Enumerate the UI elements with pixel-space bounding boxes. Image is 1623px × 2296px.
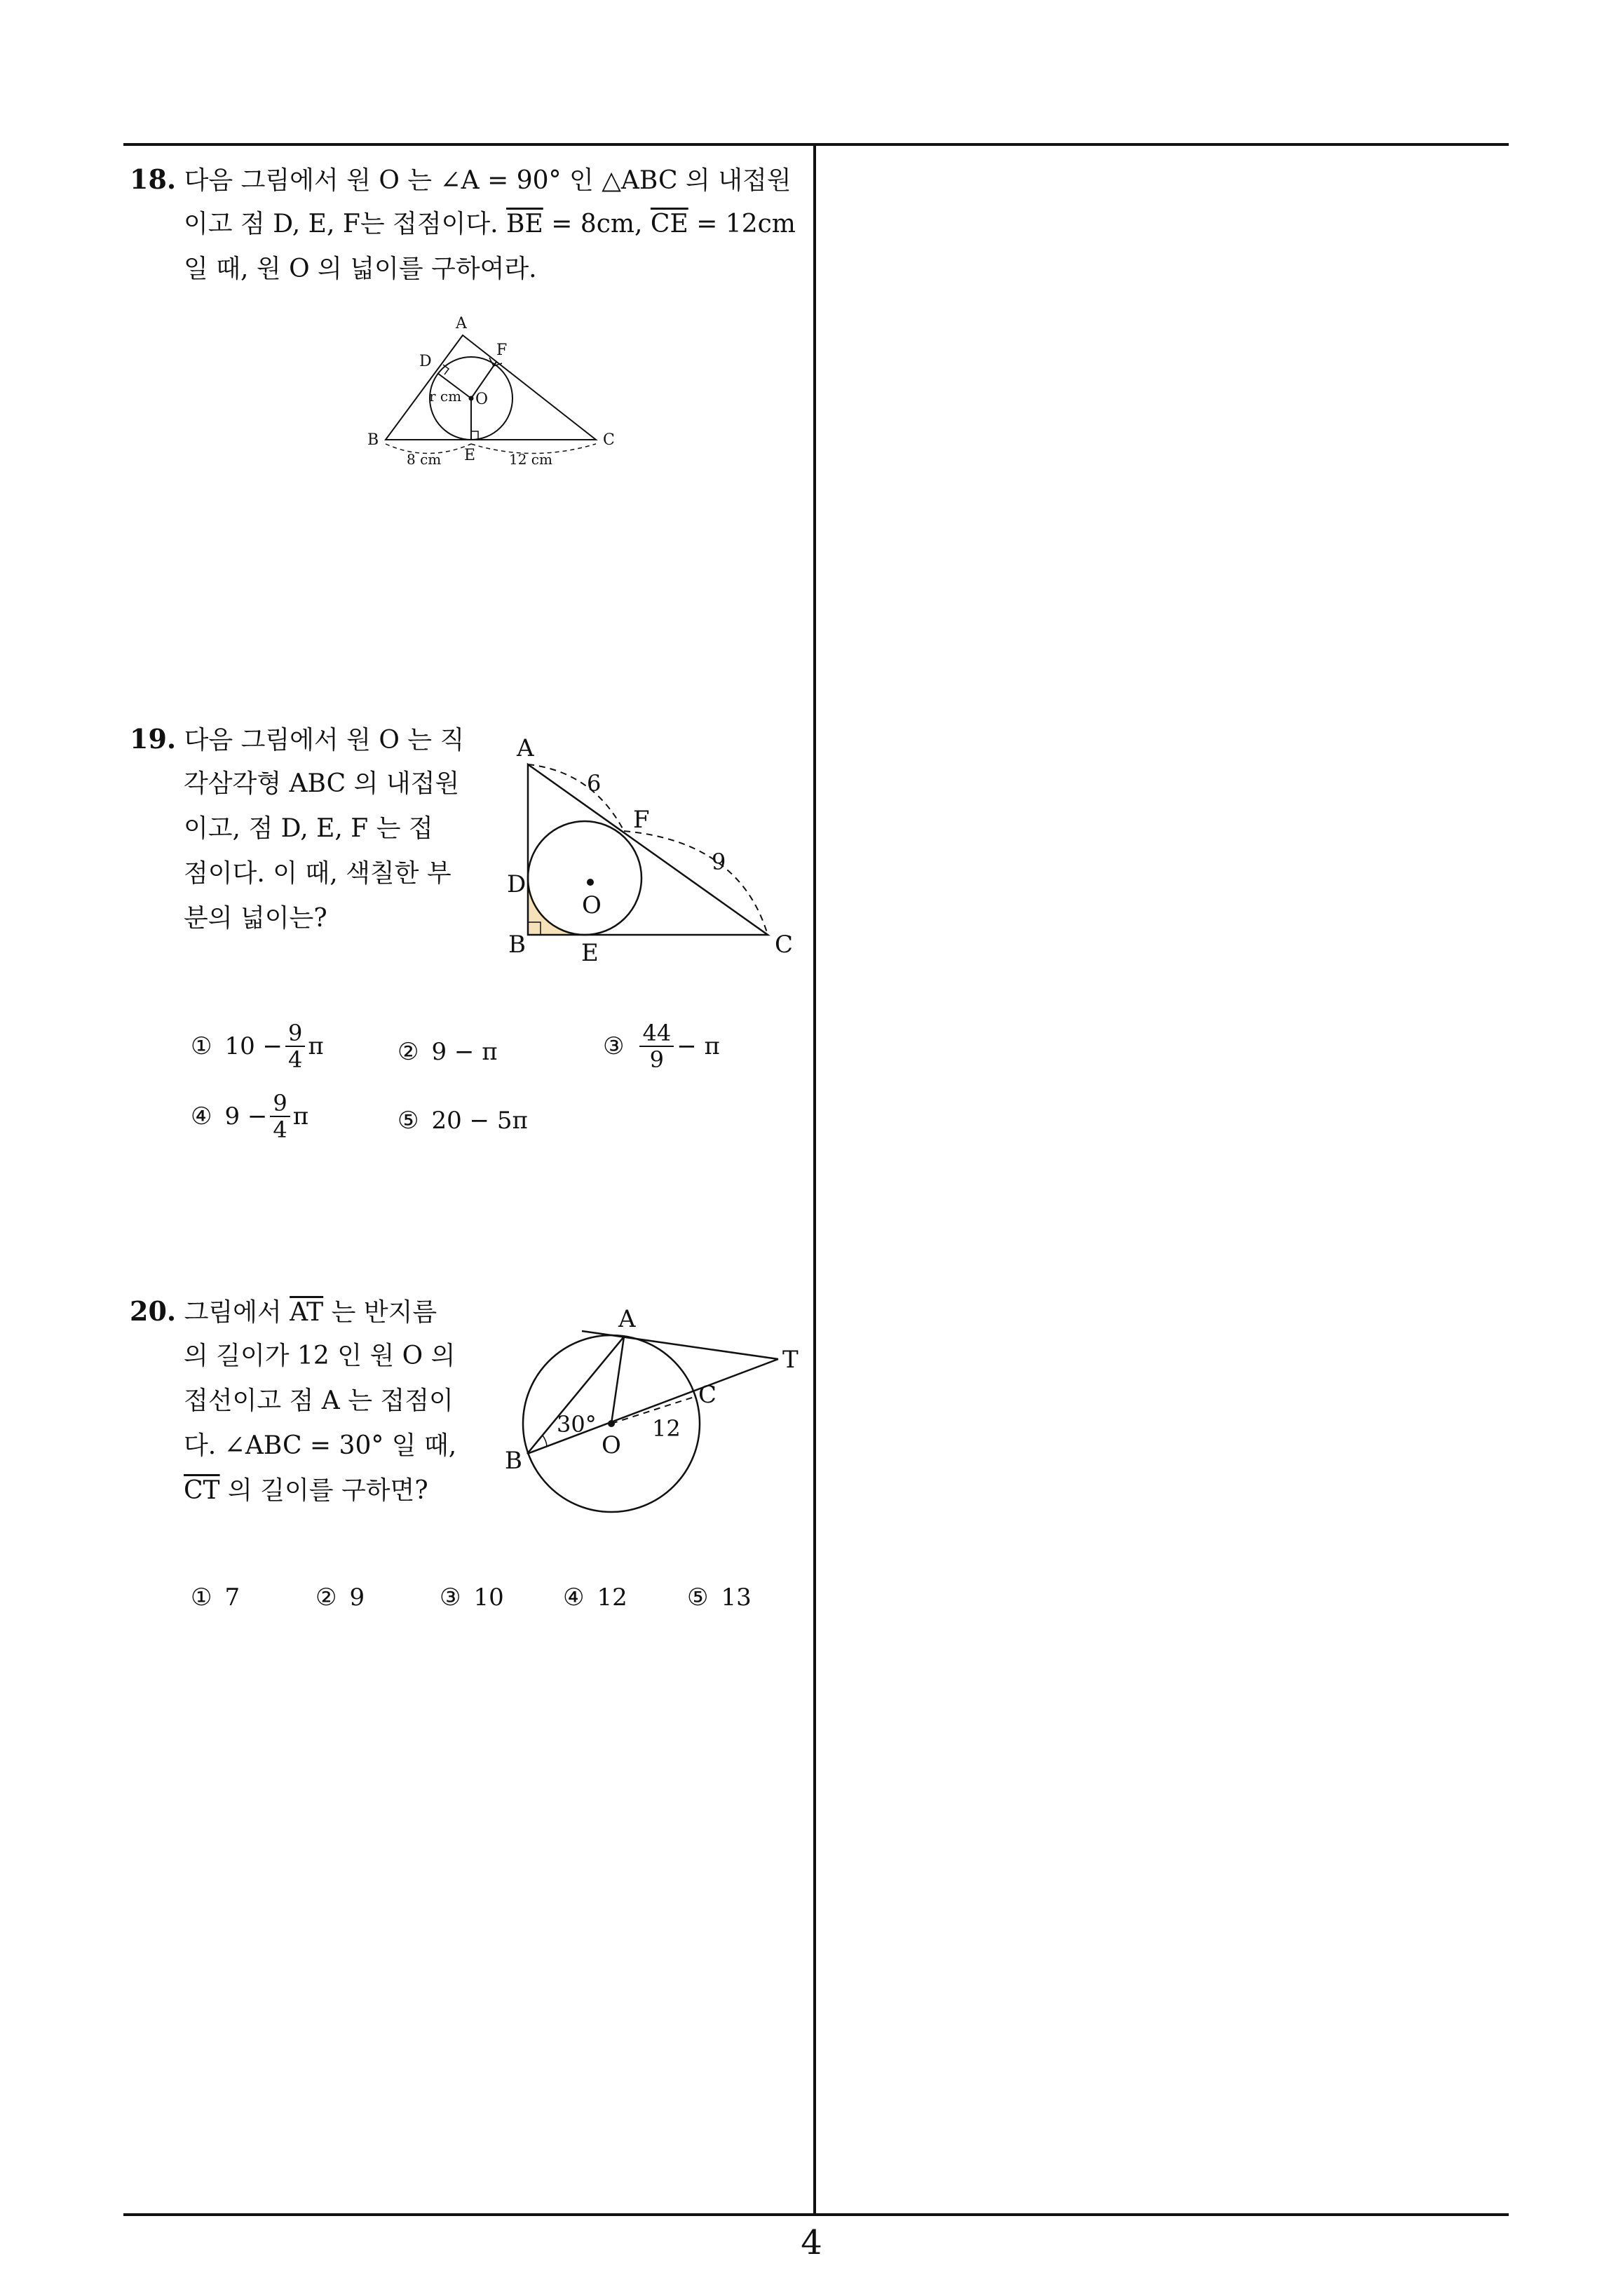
vertex-label-c: C [775, 931, 794, 959]
triangle-abc [528, 764, 768, 935]
point-label-d: D [419, 353, 432, 370]
numerator: 9 [285, 1020, 305, 1047]
point-label-f: F [496, 342, 508, 359]
equation-be: = 8cm, [543, 210, 651, 238]
choice-mark: ④ [191, 1102, 212, 1130]
choice-1[interactable] [191, 1020, 324, 1072]
choice-2[interactable] [315, 1583, 365, 1612]
point-label-f: F [633, 806, 650, 834]
problem-18-figure [365, 316, 631, 477]
problem-18-line-3 [184, 254, 537, 285]
denominator: 4 [288, 1046, 303, 1073]
choice-text: 12 [597, 1583, 627, 1612]
point-label-e: E [581, 939, 599, 967]
choice-mark: ③ [440, 1583, 461, 1612]
vertex-label-b: B [505, 1447, 522, 1475]
choice-1[interactable] [191, 1583, 240, 1612]
problem-19-line-1 [130, 724, 464, 756]
triangle-abc [386, 335, 596, 440]
problem-text: 그림에서 [184, 1298, 290, 1327]
vertex-label-a: A [456, 315, 467, 332]
radius-label: 12 [652, 1415, 681, 1442]
ce-length-label: 12 cm [509, 451, 552, 468]
vertex-label-c: C [698, 1381, 717, 1409]
problem-text: 의 길이를 구하면? [219, 1476, 428, 1505]
column-divider [813, 144, 816, 2215]
segment-ct: $\overline{CT}$ [184, 1476, 220, 1505]
vertex-label-c: C [603, 431, 615, 449]
choice-4[interactable] [563, 1583, 627, 1612]
problem-text: 다. ∠ABC = 30° 일 때, [184, 1431, 457, 1460]
problem-text: 이고 점 D, E, F는 접점이다. [184, 210, 498, 238]
vertex-label-b: B [367, 431, 379, 449]
choice-mark: ① [191, 1032, 212, 1060]
choice-prefix: 9 − [224, 1102, 268, 1130]
choice-3[interactable] [603, 1020, 720, 1072]
problem-18-line-2 [184, 209, 796, 240]
choice-suffix: π [308, 1032, 324, 1060]
problem-19-line-4 [184, 858, 451, 889]
vertex-label-a: A [618, 1305, 636, 1333]
problem-text: 일 때, 원 O 의 넓이를 구하여라. [184, 255, 537, 283]
problem-19-line-5 [184, 903, 327, 934]
choice-mark: ③ [603, 1032, 625, 1060]
problem-number: 20. [130, 1295, 177, 1327]
radius-label: r cm [429, 388, 462, 405]
choice-prefix: 10 − [224, 1032, 283, 1060]
center-label-o: O [582, 891, 602, 919]
problem-19-line-3 [184, 813, 433, 844]
denominator: 4 [273, 1116, 287, 1143]
equation-ce: = 12cm [688, 210, 796, 238]
denominator: 9 [649, 1046, 665, 1073]
problem-text: 분의 넓이는? [184, 904, 327, 933]
problem-text: 각삼각형 ABC 의 내접원 [184, 769, 460, 798]
fraction [270, 1090, 290, 1142]
fc-length-label: 9 [712, 849, 726, 875]
choice-4[interactable] [191, 1090, 308, 1142]
top-rule [123, 143, 1509, 146]
choice-text: 9 [349, 1583, 365, 1612]
angle-label: 30° [557, 1411, 597, 1438]
choice-text: 9 − π [431, 1038, 498, 1066]
choice-text: 13 [721, 1583, 752, 1612]
problem-text: 접선이고 점 A 는 접점이 [184, 1386, 454, 1415]
choice-text: 7 [224, 1583, 240, 1612]
be-length-label: 8 cm [407, 451, 442, 468]
problem-text: 점이다. 이 때, 색칠한 부 [184, 859, 451, 888]
vertex-label-b: B [508, 931, 526, 959]
segment-ce: $\overline{CE}$ [650, 210, 688, 238]
choice-mark: ⑤ [687, 1583, 709, 1612]
center-point [587, 879, 594, 886]
choice-mark: ① [191, 1583, 212, 1612]
problem-19-line-2 [184, 769, 459, 799]
center-label-o: O [602, 1431, 621, 1459]
problem-number: 19. [130, 723, 177, 755]
af-length-label: 6 [587, 770, 602, 797]
right-angle-mark-d [443, 365, 449, 374]
choice-mark: ⑤ [398, 1107, 419, 1135]
point-label-t: T [782, 1346, 799, 1374]
bottom-rule [123, 2213, 1509, 2216]
choice-5[interactable] [687, 1583, 752, 1612]
choice-mark: ④ [563, 1583, 585, 1612]
choice-3[interactable] [440, 1583, 504, 1612]
problem-18-line-1 [130, 164, 792, 196]
problem-number: 18. [130, 163, 177, 195]
segment-at: $\overline{AT}$ [290, 1298, 324, 1327]
tangent-line-at [582, 1331, 778, 1359]
page-number: 4 [801, 2223, 822, 2262]
choice-5[interactable] [398, 1107, 528, 1135]
fraction [639, 1020, 674, 1072]
choice-text: 10 [473, 1583, 504, 1612]
numerator: 44 [639, 1020, 674, 1047]
point-label-e: E [464, 447, 476, 464]
segment-be: $\overline{BE}$ [506, 210, 543, 238]
choice-suffix: π [292, 1102, 309, 1130]
problem-text: 이고, 점 D, E, F 는 접 [184, 814, 433, 843]
choice-suffix: − π [677, 1032, 720, 1060]
problem-text: 의 길이가 12 인 원 O 의 [184, 1342, 456, 1370]
problem-20-line-2 [184, 1341, 455, 1372]
angle-mark-b [543, 1436, 547, 1446]
choice-text: 20 − 5π [431, 1107, 528, 1135]
fraction [285, 1020, 305, 1072]
right-angle-mark-e [471, 431, 478, 440]
problem-20-line-5 [184, 1475, 428, 1506]
vertex-label-a: A [517, 734, 534, 762]
choice-2[interactable] [398, 1038, 498, 1066]
numerator: 9 [270, 1090, 290, 1117]
problem-19-figure [501, 729, 803, 968]
problem-text: 다음 그림에서 원 O 는 직 [184, 726, 465, 755]
choice-mark: ② [398, 1038, 419, 1066]
problem-text: 는 반지름 [323, 1298, 437, 1327]
problem-text: 다음 그림에서 원 O 는 ∠A = 90° 인 △ABC 의 내접원 [184, 166, 792, 195]
choice-mark: ② [315, 1583, 337, 1612]
problem-20-line-3 [184, 1386, 454, 1417]
problem-20-figure [491, 1297, 813, 1529]
problem-20-line-4 [184, 1431, 456, 1461]
center-label-o: O [475, 391, 489, 408]
problem-20-line-1 [130, 1296, 437, 1328]
point-label-d: D [507, 870, 527, 898]
